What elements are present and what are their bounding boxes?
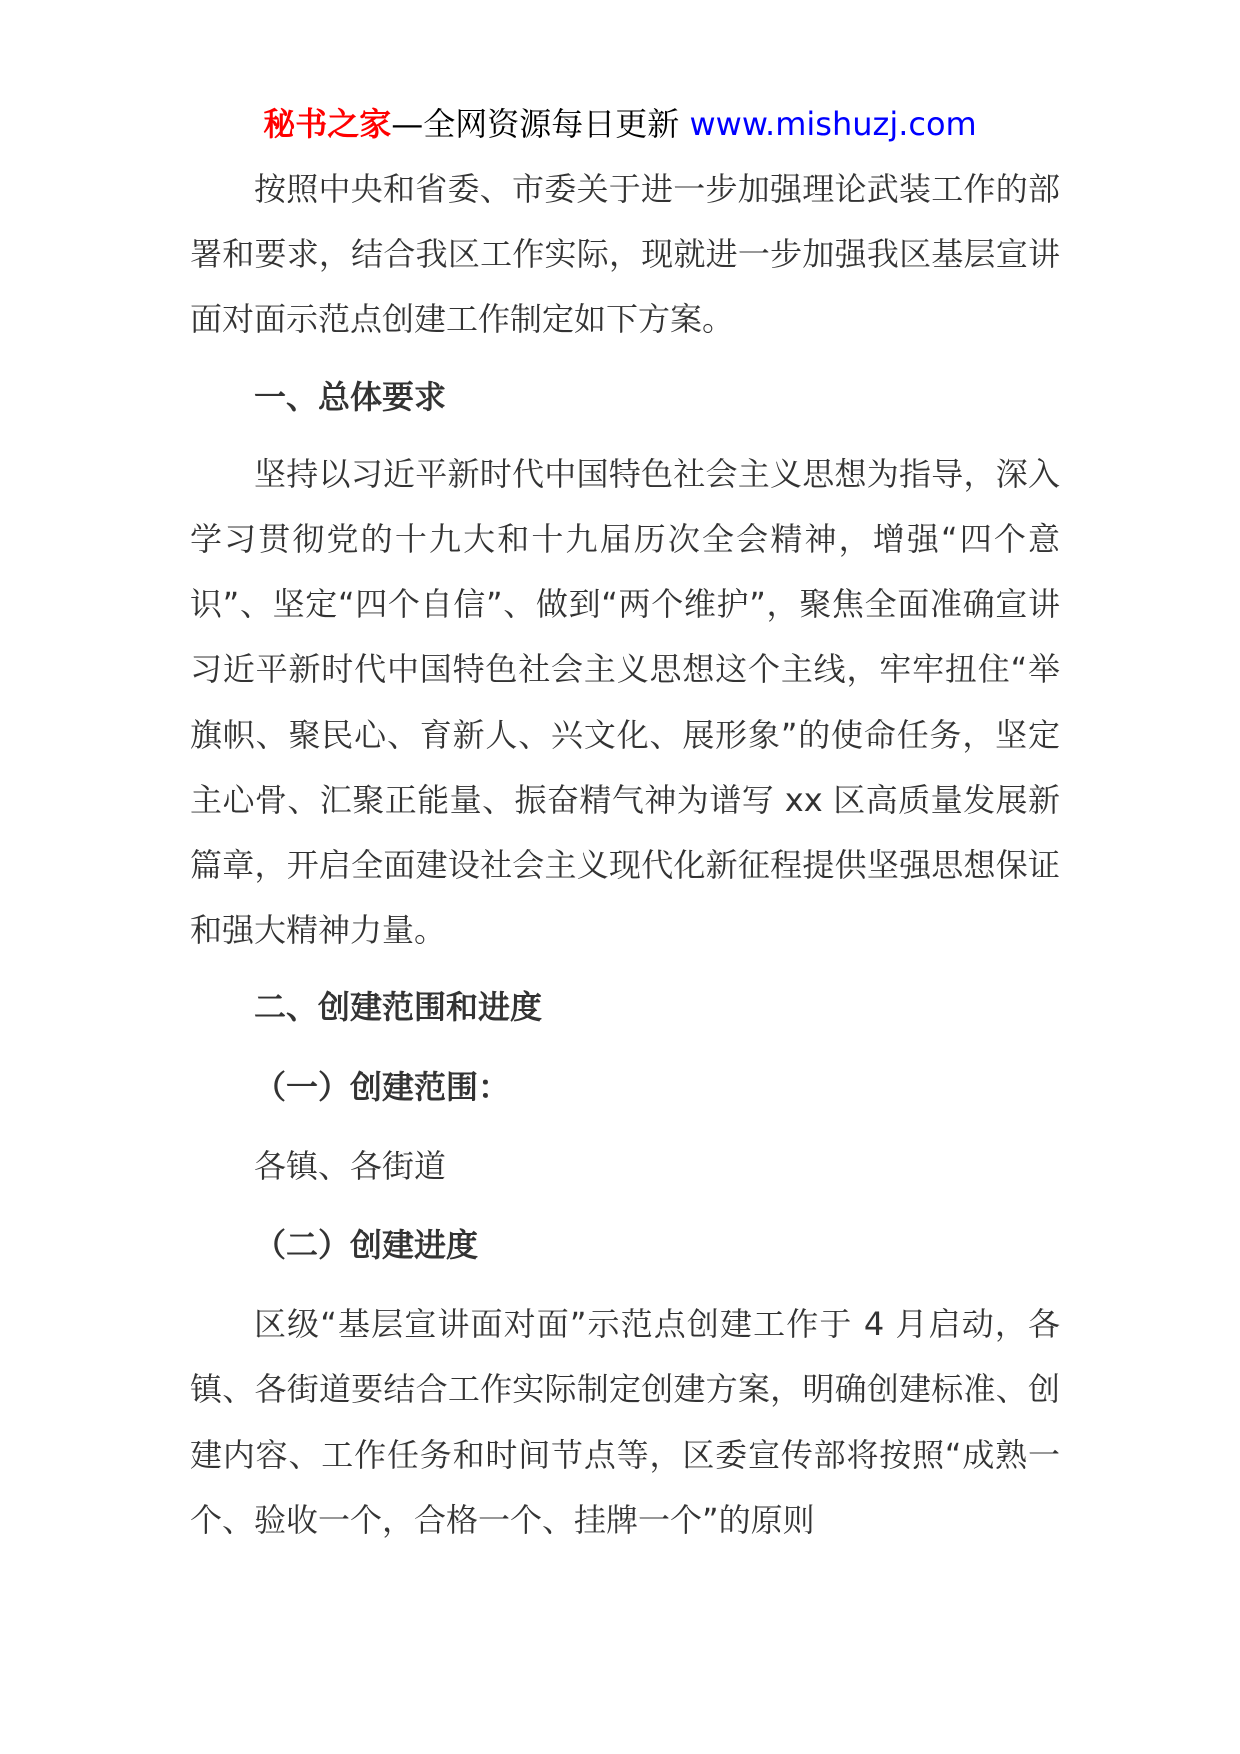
- section-heading-scope-and-progress: 二、创建范围和进度: [254, 988, 543, 1027]
- subsection-heading-scope: （一）创建范围：: [254, 1067, 511, 1106]
- header-tagline: —全网资源每日更新: [391, 105, 680, 143]
- subsection-heading-progress: （二）创建进度: [254, 1226, 479, 1265]
- intro-paragraph: 按照中央和省委、市委关于进一步加强理论武装工作的部署和要求，结合我区工作实际，现就进一步加强我区基层宣讲面对面示范点创建工作制定如下方案。: [190, 170, 1060, 339]
- brand-name: 秘书之家: [263, 105, 392, 143]
- page-header: [0, 100, 1240, 148]
- subsection-paragraph-progress: 区级“基层宣讲面对面”示范点创建工作于 4 月启动，各镇、各街道要结合工作实际制定创建方案，明确创建标准、创建内容、工作任务和时间节点等，区委宣传部将按照“成熟一个、验收一个，合格一个、挂牌一个”的原则: [190, 1305, 1060, 1539]
- section-paragraph-general-requirements: 坚持以习近平新时代中国特色社会主义思想为指导，深入学习贯彻党的十九大和十九届历次全会精神，增强“四个意识”、坚定“四个自信”、做到“两个维护”，聚焦全面准确宣讲习近平新时代中国特色社会主义思想这个主线，牢牢扭住“举旗帜、聚民心、育新人、兴文化、展形象”的使命任务，坚定主心骨、汇聚正能量、振奋精气神为谱写 xx 区高质量发展新篇章，开启全面建设社会主义现代化新征程提供坚强思想保证和强大精神力量。: [190, 454, 1060, 950]
- subsection-paragraph-scope: 各镇、各街道: [254, 1146, 447, 1185]
- section-heading-general-requirements: 一、总体要求: [254, 377, 447, 416]
- document-body: [190, 157, 1060, 1553]
- site-url-link[interactable]: www.mishuzj.com: [689, 105, 977, 143]
